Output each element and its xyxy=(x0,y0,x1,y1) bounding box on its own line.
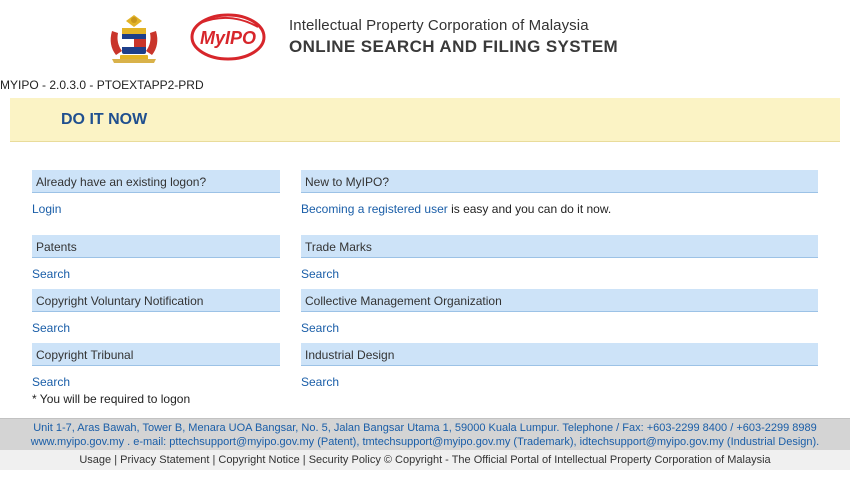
coat-of-arms-icon xyxy=(104,11,164,65)
panel-industrial-design-header: Industrial Design xyxy=(301,343,818,366)
copyright-voluntary-search-row xyxy=(32,321,70,335)
panel-collective-management-header: Collective Management Organization xyxy=(301,289,818,312)
copyright-tribunal-search-row xyxy=(32,375,70,389)
patents-search-row xyxy=(32,267,70,281)
portal-copyright: © Copyright - The Official Portal of Intellectual Property Corporation of Malaysia xyxy=(383,454,771,466)
version-label: MYIPO - 2.0.3.0 - PTOEXTAPP2-PRD xyxy=(0,78,204,92)
panel-trade-marks-header: Trade Marks xyxy=(301,235,818,258)
do-it-now-banner xyxy=(10,98,840,142)
login-link[interactable]: Login xyxy=(32,202,62,216)
system-title: ONLINE SEARCH AND FILING SYSTEM xyxy=(289,37,619,56)
industrial-design-search-link[interactable]: Search xyxy=(301,375,340,389)
privacy-statement-link[interactable]: Privacy Statement xyxy=(120,454,210,466)
logo-text: MyIPO xyxy=(199,28,257,48)
panel-patents-header: Patents xyxy=(32,235,280,258)
security-policy-link[interactable]: Security Policy xyxy=(308,454,381,466)
panel-new-user-header: New to MyIPO? xyxy=(301,170,818,193)
panel-copyright-tribunal-header: Copyright Tribunal xyxy=(32,343,280,366)
trade-marks-search-row xyxy=(301,267,339,281)
register-row xyxy=(301,202,611,216)
copyright-tribunal-search-link[interactable]: Search xyxy=(32,375,71,389)
login-row xyxy=(32,202,61,216)
banner-title: DO IT NOW xyxy=(61,111,148,128)
footer-contacts: www.myipo.gov.my . e-mail: pttechsupport@myipo.gov.my (Patent), tmtechsupport@myipo.gov.my (Trademark), idtechsupport@myipo.gov.my (Industrial Design). xyxy=(30,436,820,448)
footer-separator: | xyxy=(209,454,219,466)
footer-links xyxy=(0,450,850,470)
collective-management-search-row xyxy=(301,321,339,335)
footer-address: Unit 1-7, Aras Bawah, Tower B, Menara UOA Bangsar, No. 5, Jalan Bangsar Utama 1, 59000 Kuala Lumpur. Telephone / Fax: +603-2299 8400 / +603-2299 8989 xyxy=(33,422,817,434)
copyright-notice-link[interactable]: Copyright Notice xyxy=(218,454,300,466)
trade-marks-search-link[interactable]: Search xyxy=(301,267,340,281)
register-suffix: is easy and you can do it now. xyxy=(447,202,612,216)
usage-link[interactable]: Usage xyxy=(79,454,112,466)
org-name: Intellectual Property Corporation of Malaysia xyxy=(289,17,589,34)
footer-separator: | xyxy=(299,454,309,466)
panel-copyright-voluntary-header: Copyright Voluntary Notification xyxy=(32,289,280,312)
register-link[interactable]: Becoming a registered user xyxy=(301,202,448,216)
footer-separator: | xyxy=(111,454,121,466)
copyright-voluntary-search-link[interactable]: Search xyxy=(32,321,71,335)
collective-management-search-link[interactable]: Search xyxy=(301,321,340,335)
patents-search-link[interactable]: Search xyxy=(32,267,71,281)
footer-contact xyxy=(0,418,850,450)
myipo-logo-icon xyxy=(190,13,266,61)
industrial-design-search-row xyxy=(301,375,339,389)
site-header xyxy=(0,0,850,76)
logon-note: * You will be required to logon xyxy=(32,392,191,406)
panel-existing-logon-header: Already have an existing logon? xyxy=(32,170,280,193)
